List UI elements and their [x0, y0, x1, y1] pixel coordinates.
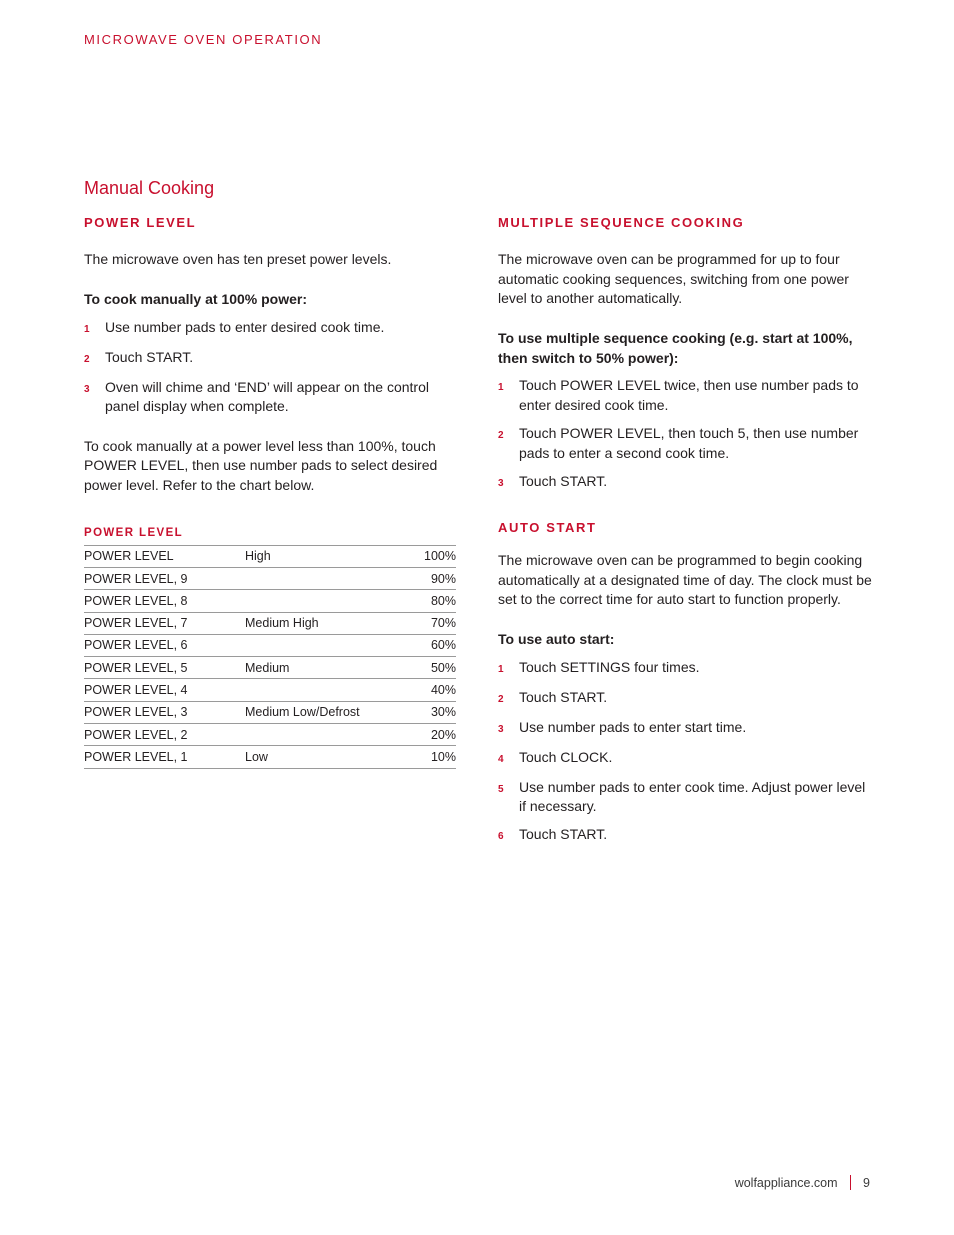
- step-number: 2: [84, 353, 90, 365]
- step-number: 1: [498, 663, 504, 675]
- step-text: Use number pads to enter desired cook time.: [105, 318, 385, 335]
- step-text: Touch CLOCK.: [519, 748, 613, 765]
- table-row: [84, 679, 456, 701]
- step-number: 1: [84, 323, 90, 335]
- table-row: [84, 657, 456, 679]
- power-level-subhead: POWER LEVEL: [84, 215, 197, 230]
- table-cell-name: Medium Low/Defrost: [245, 701, 385, 723]
- table-row: [84, 724, 456, 746]
- power-level-steps: [84, 318, 456, 417]
- footer-divider: [850, 1175, 852, 1190]
- footer-website-link[interactable]: wolfappliance.com: [734, 1175, 838, 1190]
- table-cell-level: POWER LEVEL, 9: [84, 567, 245, 589]
- multiple-sequence-subhead: MULTIPLE SEQUENCE COOKING: [498, 215, 745, 230]
- table-cell-percent: 60%: [385, 634, 456, 656]
- auto-start-subhead: AUTO START: [498, 520, 597, 536]
- table-cell-level: POWER LEVEL, 1: [84, 746, 245, 768]
- step-item: [498, 718, 874, 740]
- step-item: [498, 424, 874, 463]
- table-cell-name: High: [245, 545, 385, 567]
- table-cell-level: POWER LEVEL, 3: [84, 701, 245, 723]
- step-item: [84, 318, 456, 340]
- step-item: [498, 778, 874, 817]
- power-level-table: [84, 545, 456, 769]
- table-row: [84, 746, 456, 768]
- table-row: [84, 545, 456, 567]
- step-item: [498, 825, 874, 847]
- table-cell-name: [245, 679, 385, 701]
- table-cell-name: Medium: [245, 657, 385, 679]
- table-cell-name: [245, 567, 385, 589]
- table-cell-level: POWER LEVEL, 8: [84, 590, 245, 612]
- table-cell-name: [245, 590, 385, 612]
- auto-start-intro: The microwave oven can be programmed to begin cooking automatically at a designated time of day. The clock must be set to the correct time for auto start to function properly.: [498, 552, 872, 608]
- step-number: 3: [498, 477, 504, 489]
- table-cell-name: Medium High: [245, 612, 385, 634]
- step-number: 5: [498, 783, 504, 795]
- step-text: Use number pads to enter start time.: [519, 718, 747, 735]
- step-text: Touch START.: [519, 472, 608, 489]
- table-cell-name: [245, 724, 385, 746]
- table-row: [84, 612, 456, 634]
- step-number: 2: [498, 430, 504, 442]
- step-text: Oven will chime and ‘END’ will appear on the control panel display when complete.: [105, 378, 429, 415]
- step-item: [498, 748, 874, 770]
- step-text: Touch START.: [519, 826, 608, 843]
- page-number: 9: [863, 1175, 870, 1190]
- running-head: MICROWAVE OVEN OPERATION: [84, 32, 323, 47]
- table-cell-level: POWER LEVEL, 5: [84, 657, 245, 679]
- table-cell-percent: 70%: [385, 612, 456, 634]
- table-row: [84, 701, 456, 723]
- table-cell-percent: 30%: [385, 701, 456, 723]
- step-number: 2: [498, 693, 504, 705]
- step-number: 3: [498, 723, 504, 735]
- table-cell-name: [245, 634, 385, 656]
- multiple-sequence-intro: The microwave oven can be programmed for up to four automatic cooking sequences, switching from one power level to another automatically.: [498, 251, 849, 307]
- power-level-intro: The microwave oven has ten preset power levels.: [84, 251, 392, 267]
- multiple-sequence-steps: [498, 376, 874, 493]
- step-text: Touch POWER LEVEL, then touch 5, then use number pads to enter a second cook time.: [519, 425, 859, 461]
- step-item: [84, 378, 456, 417]
- step-number: 6: [498, 831, 504, 843]
- table-cell-name: Low: [245, 746, 385, 768]
- step-text: Touch START.: [519, 688, 608, 705]
- table-cell-percent: 20%: [385, 724, 456, 746]
- power-level-lead: To cook manually at 100% power:: [84, 291, 308, 308]
- table-cell-percent: 80%: [385, 590, 456, 612]
- step-number: 1: [498, 382, 504, 394]
- table-row: [84, 590, 456, 612]
- step-text: Touch SETTINGS four times.: [519, 658, 700, 675]
- step-text: Touch START.: [105, 348, 194, 365]
- table-cell-level: POWER LEVEL, 4: [84, 679, 245, 701]
- table-row: [84, 634, 456, 656]
- power-level-note: To cook manually at a power level less than 100%, touch POWER LEVEL, then use number pads to select desired power level. Refer to the chart below.: [84, 437, 438, 494]
- table-cell-percent: 50%: [385, 657, 456, 679]
- table-cell-level: POWER LEVEL, 7: [84, 612, 245, 634]
- left-column: [84, 215, 456, 769]
- auto-start-steps: [498, 658, 874, 847]
- multiple-sequence-lead: To use multiple sequence cooking (e.g. start at 100%, then switch to 50% power):: [498, 330, 853, 366]
- step-item: [498, 688, 874, 710]
- step-item: [498, 658, 874, 680]
- section-title: Manual Cooking: [84, 178, 215, 198]
- step-item: [498, 472, 874, 494]
- step-number: 3: [84, 383, 90, 395]
- table-cell-percent: 10%: [385, 746, 456, 768]
- step-item: [84, 348, 456, 370]
- table-cell-percent: 40%: [385, 679, 456, 701]
- step-item: [498, 376, 874, 415]
- table-cell-level: POWER LEVEL, 2: [84, 724, 245, 746]
- step-text: Touch POWER LEVEL twice, then use number pads to enter desired cook time.: [519, 377, 859, 414]
- power-level-table-title: POWER LEVEL: [84, 526, 184, 539]
- step-text: Use number pads to enter cook time. Adjust power level if necessary.: [519, 778, 866, 815]
- table-cell-percent: 100%: [385, 545, 456, 567]
- table-cell-level: POWER LEVEL, 6: [84, 634, 245, 656]
- table-cell-percent: 90%: [385, 567, 456, 589]
- table-row: [84, 567, 456, 589]
- auto-start-lead: To use auto start:: [498, 631, 615, 647]
- page-footer: [735, 1175, 870, 1190]
- right-column: [498, 215, 874, 855]
- table-cell-level: POWER LEVEL: [84, 545, 245, 567]
- step-number: 4: [498, 753, 504, 765]
